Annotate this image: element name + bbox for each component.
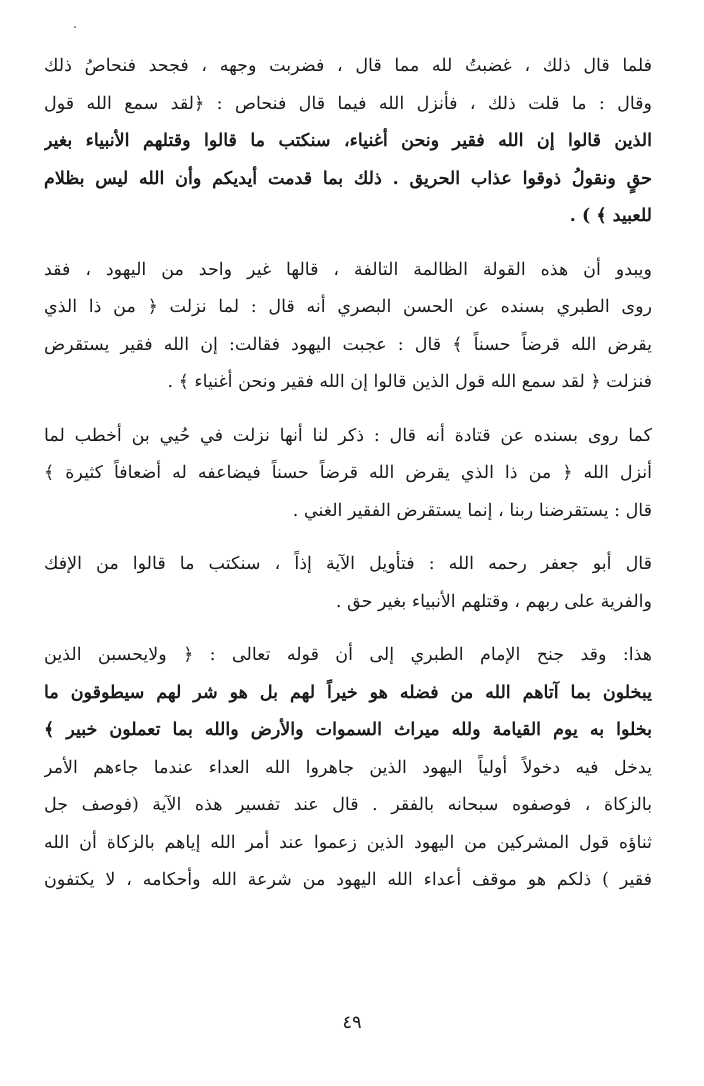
text-line: بالزكاة ، فوصفوه سبحانه بالفقر . قال عند تفسير هذه الآية (فوصف جل <box>44 795 652 815</box>
page-body <box>44 48 652 900</box>
paragraph-5 <box>44 637 652 900</box>
text-line: ويبدو أن هذه القولة الظالمة التالفة ، قالها غير واحد من اليهود ، فقد <box>44 259 652 280</box>
text-line: قال : يستقرضنا ربنا ، إنما يستقرض الفقير الغني . <box>292 500 652 521</box>
text-line: وقال : ما قلت ذلك ، فأنزل الله فيما قال فنحاص : ﴿لقد سمع الله قول <box>44 93 652 114</box>
paragraph-4 <box>44 546 652 621</box>
text-line: يقرض الله قرضاً حسناً ﴾ قال : عجبت اليهود فقالت: إن الله فقير يستقرض <box>44 334 652 355</box>
text-line: والفرية على ربهم ، وقتلهم الأنبياء بغير حق . <box>335 591 652 612</box>
text-line: للعبيد ﴾ ) . <box>569 206 652 226</box>
text-line: فلما قال ذلك ، غضبتُ لله مما قال ، فضربت وجهه ، فجحد فنحاصُ ذلك <box>44 56 652 76</box>
text-line: بخلوا به يوم القيامة ولله ميراث السموات والأرض والله بما تعملون خبير ﴾ <box>44 720 652 740</box>
page-speck <box>74 26 76 28</box>
text-line: فنزلت ﴿ لقد سمع الله قول الذين قالوا إن الله فقير ونحن أغنياء ﴾ . <box>167 372 652 392</box>
text-line: يبخلون بما آتاهم الله من فضله هو خيراً لهم بل هو شر لهم سيطوقون ما <box>44 682 652 703</box>
text-line: أنزل الله ﴿ من ذا الذي يقرض الله قرضاً حسناً فيضاعفه له أضعافاً كثيرة ﴾ <box>44 463 652 483</box>
text-line: حقٍ ونقولُ ذوقوا عذاب الحريق . ذلك بما قدمت أيديكم وأن الله ليس بظلام <box>44 168 652 189</box>
text-line: ثناؤه قول المشركين من اليهود الذين زعموا عند أمر الله إياهم بالزكاة أن الله <box>44 832 652 853</box>
page-number: ٤٩ <box>342 1012 362 1033</box>
text-line: قال أبو جعفر رحمه الله : فتأويل الآية إذاً ، سنكتب ما قالوا من الإفك <box>44 554 652 574</box>
text-line: كما روى بسنده عن قتادة أنه قال : ذكر لنا أنها نزلت في حُيي بن أخطب لما <box>44 425 652 446</box>
text-line: هذا: وقد جنح الإمام الطبري إلى أن قوله تعالى : ﴿ ولايحسبن الذين <box>44 645 652 665</box>
paragraph-1 <box>44 48 652 236</box>
text-line: الذين قالوا إن الله فقير ونحن أغنياء، سنكتب ما قالوا وقتلهم الأنبياء بغير <box>44 131 652 151</box>
paragraph-3 <box>44 418 652 531</box>
paragraph-2 <box>44 252 652 402</box>
text-line: يدخل فيه دخولاً أولياً اليهود الذين جاهروا الله العداء عندما جاءهم الأمر <box>44 757 652 778</box>
text-line: روى الطبري بسنده عن الحسن البصري أنه قال : لما نزلت ﴿ من ذا الذي <box>44 297 652 317</box>
text-line: فقير ) ذلكم هو موقف أعداء الله اليهود من شرعة الله وأحكامه ، لا يكتفون <box>44 870 652 890</box>
